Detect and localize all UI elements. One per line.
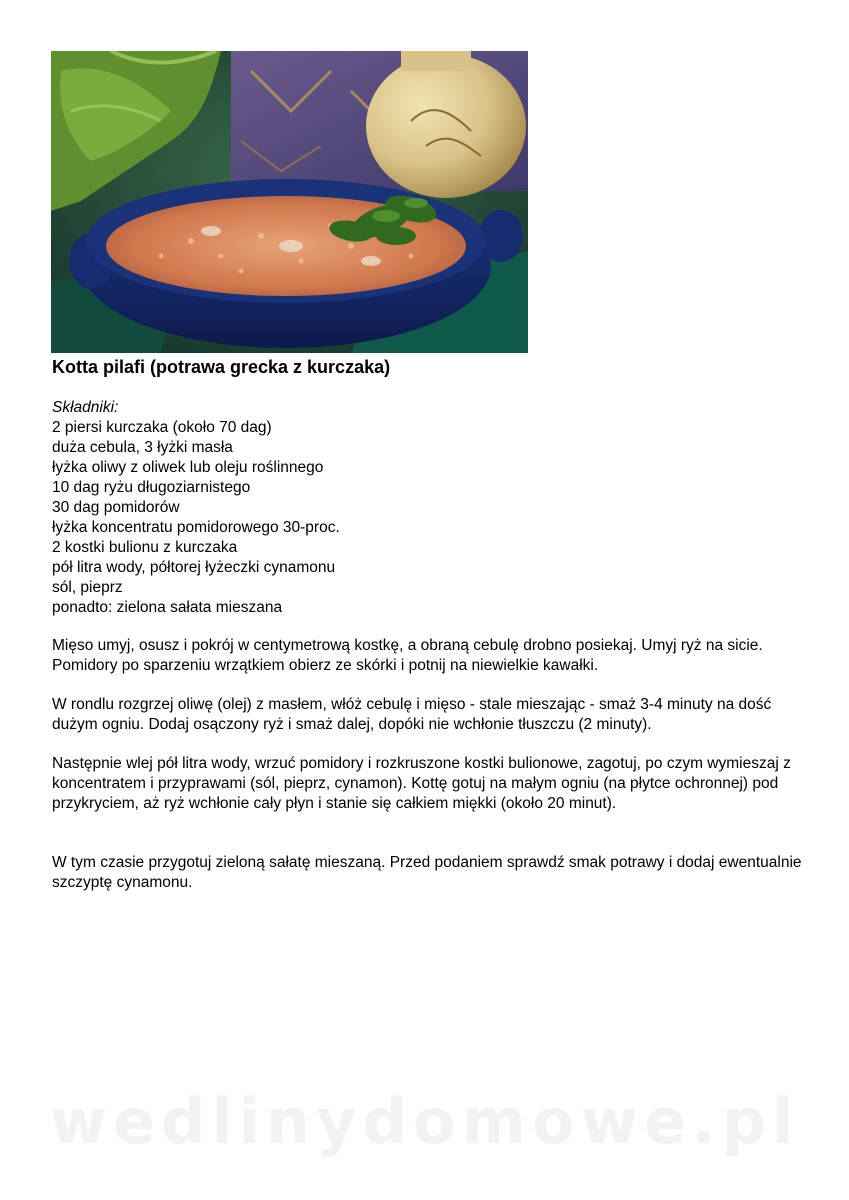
instruction-paragraph-4: W tym czasie przygotuj zieloną sałatę mieszaną. Przed podaniem sprawdź smak potrawy i dodaj ewentualnie szczyptę cynamonu.	[52, 854, 802, 891]
ingredient-item: sól, pieprz	[52, 579, 123, 596]
ingredient-item: duża cebula, 3 łyżki masła	[52, 439, 233, 456]
ingredient-item: łyżka oliwy z oliwek lub oleju roślinnego	[52, 459, 324, 476]
recipe-title: Kotta pilafi (potrawa grecka z kurczaka)	[52, 357, 391, 377]
ingredient-item: 2 piersi kurczaka (około 70 dag)	[52, 419, 272, 436]
ingredient-item: 30 dag pomidorów	[52, 499, 180, 516]
instruction-paragraph-3: Następnie wlej pół litra wody, wrzuć pomidory i rozkruszone kostki bulionowe, zagotuj, po czym wymieszaj z koncentratem i przyprawami (sól, pieprz, cynamon). Kottę gotuj na małym ogniu (na płytce ochronnej) pod przykryciem, aż ryż wchłonie cały płyn i stanie się całkiem miękki (około 20 minut).	[52, 755, 791, 812]
ingredients-heading: Składniki:	[52, 399, 119, 416]
site-watermark: wedlinydomowe.pl	[49, 1085, 800, 1158]
instruction-paragraph-2: W rondlu rozgrzej oliwę (olej) z masłem, włóż cebulę i mięso - stale mieszając - smaż 3-4 minuty na dość dużym ogniu. Dodaj osączony ryż i smaż dalej, dopóki nie wchłonie tłuszczu (2 minuty).	[52, 696, 772, 733]
ingredient-item: pół litra wody, półtorej łyżeczki cynamonu	[52, 559, 336, 576]
dish-photo	[51, 51, 528, 353]
ingredients-list	[52, 398, 552, 618]
ingredient-item: 10 dag ryżu długoziarnistego	[52, 479, 251, 496]
ingredient-item: łyżka koncentratu pomidorowego 30-proc.	[52, 519, 340, 536]
instruction-paragraph-1: Mięso umyj, osusz i pokrój w centymetrową kostkę, a obraną cebulę drobno posiekaj. Umyj ryż na sicie. Pomidory po sparzeniu wrzątkiem obierz ze skórki i potnij na niewielkie kawałki.	[52, 637, 763, 674]
ingredient-item: 2 kostki bulionu z kurczaka	[52, 539, 238, 556]
ingredient-item: ponadto: zielona sałata mieszana	[52, 599, 283, 616]
